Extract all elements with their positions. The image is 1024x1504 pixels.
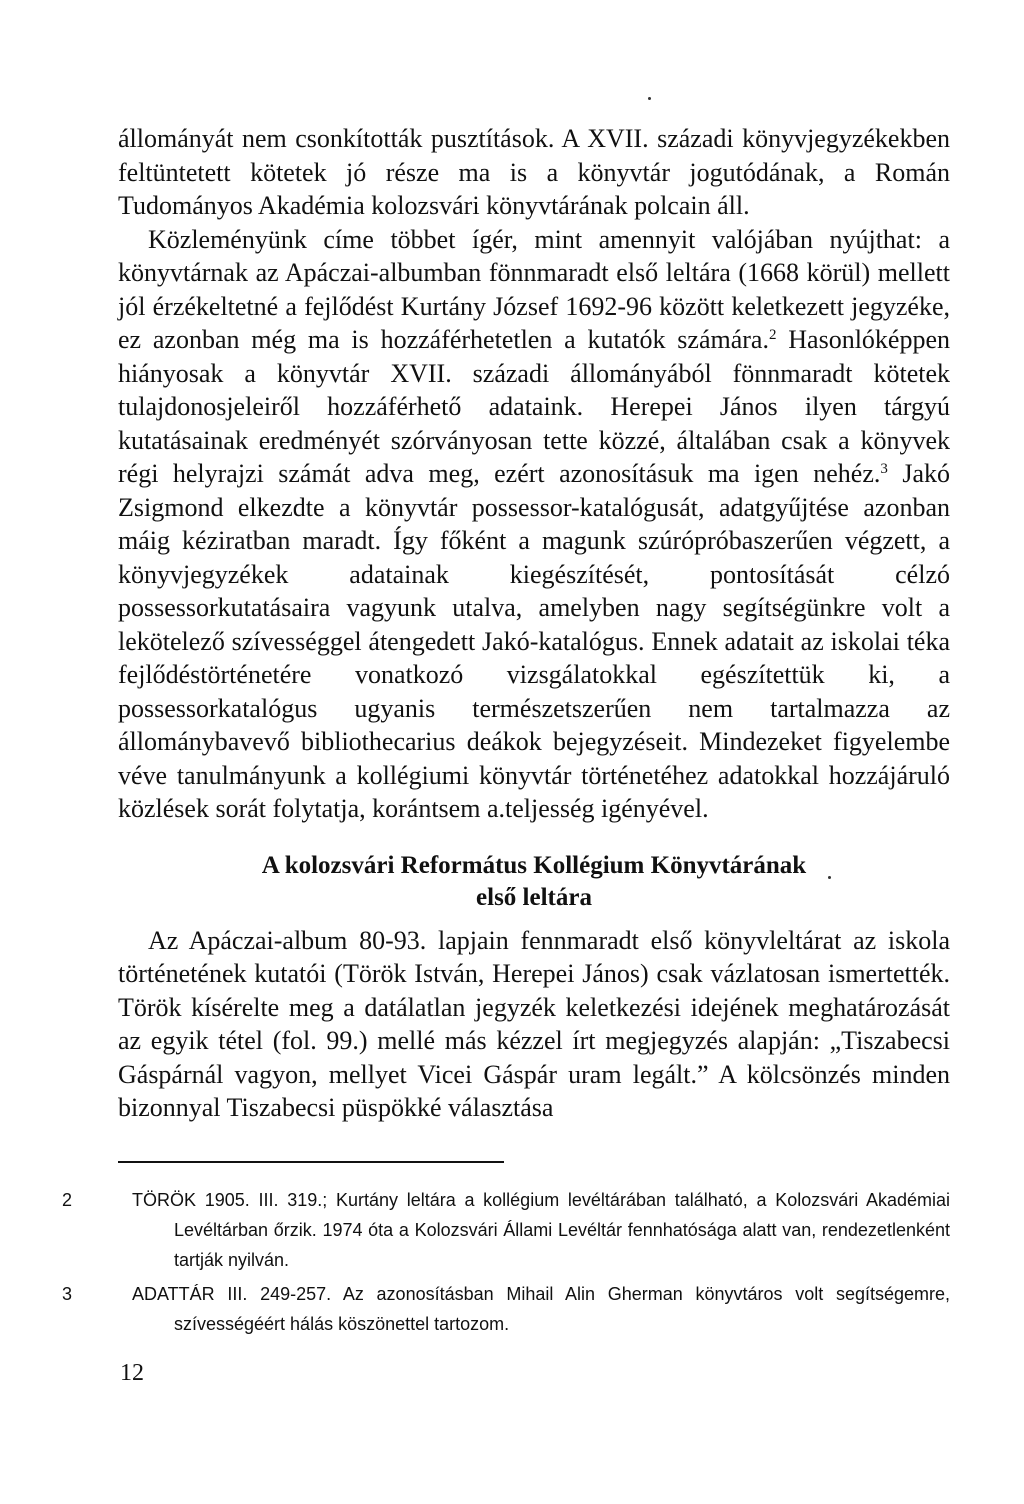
footnote-2: 2 TÖRÖK 1905. III. 319.; Kurtány leltára a kollégium levéltárában található, a Kolozsvári Akadémiai Levéltárban őrzik. 1974 óta a Kolozsvári Állami Levéltár fennhatósága alatt van, rendezetlenként tartják nyilván. <box>62 1189 950 1270</box>
page-content <box>62 122 951 1343</box>
footnote-text: ADATTÁR III. 249-257. Az azonosításban Mihail Alin Gherman könyvtáros volt segítségemre, szívességéért hálás köszönettel tartozom. <box>132 1283 950 1334</box>
footnote-marker: 2 <box>768 327 777 343</box>
body-paragraph-main <box>118 223 950 826</box>
section-heading <box>118 850 950 914</box>
page-number: 12 <box>120 1360 144 1386</box>
footnote-marker: 3 <box>880 461 888 477</box>
footnote-divider <box>118 1161 504 1163</box>
section-paragraph: Az Apáczai-album 80-93. lapjain fennmaradt első könyvleltárat az iskola történetének kutatói (Török István, Herepei János) csak vázlatosan ismertették. Török kísérelte meg a datálatlan jegyzék keletkezési idejének meghatározását az egyik tétel (fol. 99.) mellé más kézzel írt megjegyzés alapján: „Tiszabecsi Gáspárnál vagyon, mellyet Vicei Gáspár uram legált.” A kölcsönzés minden bizonnyal Tiszabecsi püspökké választása <box>118 925 950 1122</box>
body-paragraph-continuation <box>118 122 950 223</box>
print-speck <box>648 97 651 100</box>
paragraph-text: Jakó Zsigmond elkezdte a könyvtár possessor-katalógusát, adatgyűjtése azonban máig kéziratban maradt. Így főként a magunk szúrópróbaszerűen végzett, a könyvjegyzékek adatainak kiegészítését, pontosítását célzó possessorkutatásaira vagyunk utalva, amelyben nagy segítségünkre volt a lekötelező szívességgel átengedett Jakó-katalógus. Ennek adatait az iskolai téka fejlődéstörténetére vonatkozó vizsgálatokkal egészítettük ki, a possessorkatalógus ugyanis természetszerűen nem tartalmazza az állománybavevő bibliothecarius deákok bejegyzéseit. Mindezeket figyelembe véve tanulmányunk a kollégiumi könyvtár történetéhez adatokkal hozzájáruló közlések sorát folytatja, korántsem a.teljesség igényével. <box>118 459 951 823</box>
paragraph-text: Közleményünk címe többet ígér, mint amennyit valójában nyújthat: a könyvtárnak az Apáczai-albumban fönnmaradt első leltára (1668 körül) mellett jól érzékeltetné a fejlődést Kurtány József 1692-96 között keletkezett jegyzéke, ez azonban még ma is hozzáférhetetlen a kutatók számára. <box>118 224 950 354</box>
footnote-text: TÖRÖK 1905. III. 319.; Kurtány leltára a kollégium levéltárában található, a Kolozsvári Akadémiai Levéltárban őrzik. 1974 óta a Kolozsvári Állami Levéltár fennhatósága alatt van, rendezetlenként tartják nyilván. <box>132 1189 950 1270</box>
footnotes <box>62 1185 950 1339</box>
paragraph-text: állományát nem csonkították pusztítások. A XVII. századi könyvjegyzékekben feltüntetett kötetek jó része ma is a könyvtár jogutódának, a Román Tudományos Akadémia kolozsvári könyvtárának polcain áll. <box>118 124 950 220</box>
section-heading-line-2: első leltára <box>476 883 592 911</box>
section-heading-line-1: A kolozsvári Református Kollégium Könyvtárának <box>261 851 807 879</box>
print-speck <box>828 876 831 879</box>
footnote-3: 3 ADATTÁR III. 249-257. Az azonosításban Mihail Alin Gherman könyvtáros volt segítségemre, szívességéért hálás köszönettel tartozom. <box>62 1283 950 1334</box>
paragraph-text: Hasonlóképpen hiányosak a könyvtár XVII. századi állományából fönnmaradt kötetek tulajdonosjeleiről hozzáférhető adataink. Herepei János ilyen tárgyú kutatásainak eredményét szórványosan tette közzé, általában csak a könyvek régi helyrajzi számát adva meg, ezért azonosításuk ma igen nehéz. <box>118 325 951 488</box>
